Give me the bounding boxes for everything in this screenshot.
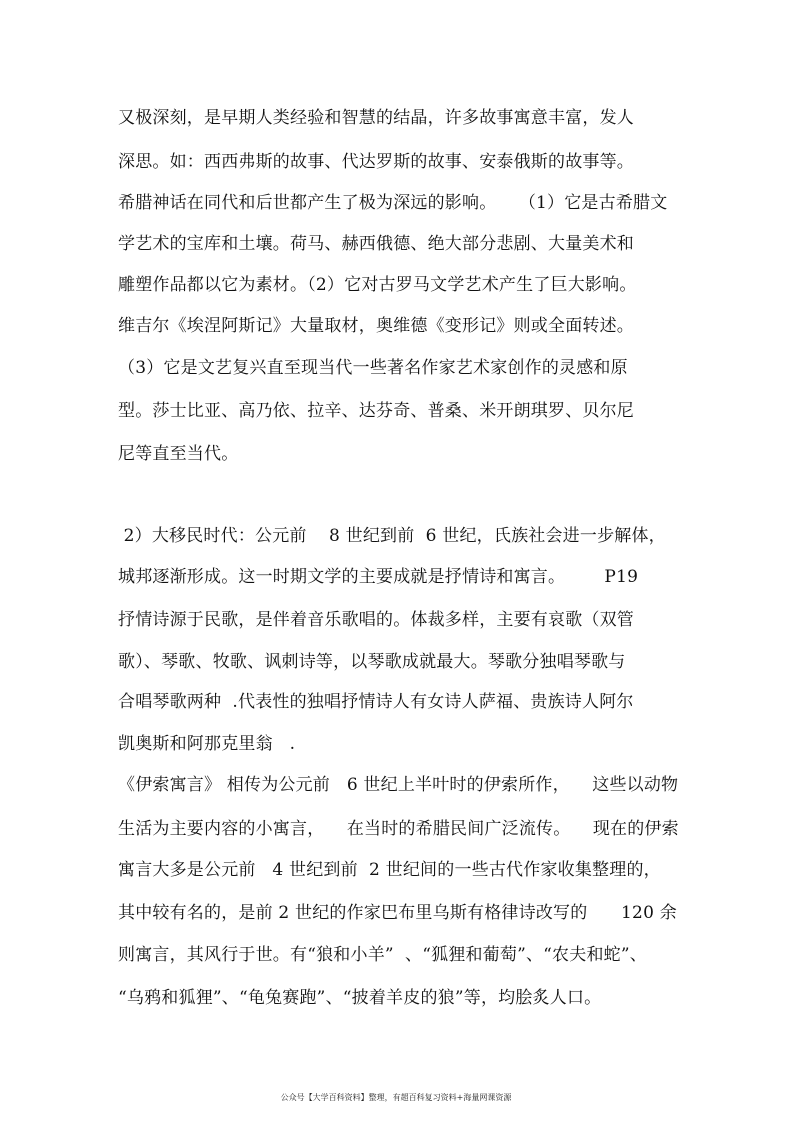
text-line: “乌鸦和狐狸”、“龟兔赛跑”、“披着羊皮的狼”等，均脍炙人口。 [118,988,602,1008]
text-line: 学艺术的宝库和土壤。荷马、赫西俄德、绝大部分悲剧、大量美术和 [118,234,634,254]
text-line: 合唱琴歌两种 .代表性的独唱抒情诗人有女诗人萨福、贵族诗人阿尔 [118,692,634,712]
text-line: 生活为主要内容的小寓言， 在当时的希腊民间广泛流传。 现在的伊索 [118,819,679,839]
text-line: 又极深刻，是早期人类经验和智慧的结晶，许多故事寓意丰富，发人 [118,108,634,128]
page-footer: 公众号【大学百科资料】整理，有超百科复习资料+海量网课资源 [280,1093,512,1102]
text-line: 则寓言，其风行于世。有“狼和小羊” 、“狐狸和葡萄”、“农夫和蛇”、 [118,945,647,965]
text-line: 城邦逐渐形成。这一时期文学的主要成就是抒情诗和寓言。 P19 [118,567,639,587]
text-line: 寓言大多是公元前 4 世纪到前 2 世纪间的一些古代作家收集整理的， [118,860,661,880]
text-line: 其中较有名的，是前 2 世纪的作家巴布里乌斯有格律诗改写的 120 余 [118,903,677,923]
text-line: 凯奥斯和阿那克里翁 . [118,734,296,754]
text-line: 型。莎士比亚、高乃依、拉辛、达芬奇、普桑、米开朗琪罗、贝尔尼 [118,401,634,421]
text-line: 2）大移民时代：公元前 8 世纪到前 6 世纪，氏族社会进一步解体， [118,526,666,546]
text-line: 希腊神话在同代和后世都产生了极为深远的影响。 （1）它是古希腊文 [118,193,668,213]
text-line: 《伊索寓言》 相传为公元前 6 世纪上半叶时的伊索所作， 这些以动物 [118,775,679,795]
text-line: 抒情诗源于民歌，是伴着音乐歌唱的。体裁多样，主要有哀歌（双管 [118,610,634,630]
text-line: 雕塑作品都以它为素材。（2）它对古罗马文学艺术产生了巨大影响。 [118,275,637,295]
text-line: 歌）、琴歌、牧歌、讽刺诗等，以琴歌成就最大。琴歌分独唱琴歌与 [118,652,626,672]
text-line: 尼等直至当代。 [118,444,239,464]
text-line: （3）它是文艺复兴直至现当代一些著名作家艺术家创作的灵感和原 [118,358,628,378]
text-line: 维吉尔《埃涅阿斯记》大量取材，奥维德《变形记》则或全面转述。 [118,316,634,336]
text-line: 深思。如：西西弗斯的故事、代达罗斯的故事、安泰俄斯的故事等。 [118,152,634,172]
